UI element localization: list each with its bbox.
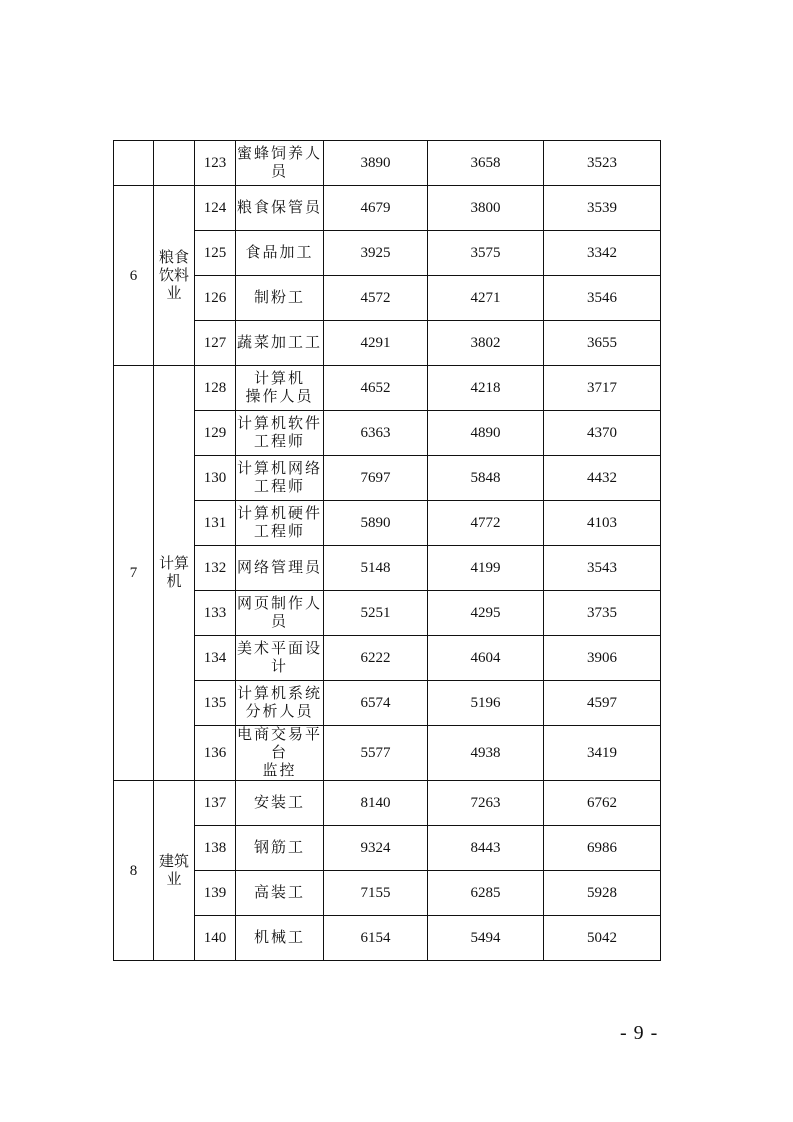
- wage-low: 3523: [544, 141, 661, 186]
- job-name: [236, 321, 324, 366]
- table-row: [114, 781, 661, 826]
- job-name: [236, 871, 324, 916]
- wage-low: 3342: [544, 231, 661, 276]
- wage-high: 6574: [324, 681, 428, 726]
- job-name-text: 蜜蜂饲养人员: [236, 146, 322, 180]
- job-name-text: 美术平面设计: [236, 641, 322, 675]
- group-category-label: 粮食饮料业: [159, 249, 190, 302]
- wage-high: 4572: [324, 276, 428, 321]
- wage-high: 7697: [324, 456, 428, 501]
- wage-high: 5890: [324, 501, 428, 546]
- table-row: [114, 871, 661, 916]
- table-row: [114, 826, 661, 871]
- wage-mid: 3658: [428, 141, 544, 186]
- job-name-text: 制粉工: [253, 290, 305, 306]
- wage-mid: 5196: [428, 681, 544, 726]
- job-name-text: 计算机网络 工程师: [236, 461, 322, 495]
- wage-mid: 3802: [428, 321, 544, 366]
- wage-low: 3717: [544, 366, 661, 411]
- wage-high: 5148: [324, 546, 428, 591]
- job-code: 132: [195, 546, 236, 591]
- table-row: [114, 681, 661, 726]
- group-index: 7: [114, 366, 154, 781]
- group-category: [154, 186, 195, 366]
- table-row: [114, 411, 661, 456]
- table-row: [114, 916, 661, 961]
- job-name-text: 网络管理员: [236, 560, 322, 576]
- wage-table: [113, 140, 661, 961]
- job-code: 134: [195, 636, 236, 681]
- wage-low: 3655: [544, 321, 661, 366]
- wage-low: 5928: [544, 871, 661, 916]
- job-code: 124: [195, 186, 236, 231]
- wage-high: 5577: [324, 726, 428, 781]
- wage-high: 3925: [324, 231, 428, 276]
- table-row: [114, 276, 661, 321]
- job-name-text: 高装工: [253, 885, 305, 901]
- wage-mid: 4772: [428, 501, 544, 546]
- job-name: [236, 411, 324, 456]
- wage-low: 4597: [544, 681, 661, 726]
- job-name-text: 计算机 操作人员: [245, 371, 314, 405]
- table-row: [114, 456, 661, 501]
- job-code: 129: [195, 411, 236, 456]
- wage-high: 3890: [324, 141, 428, 186]
- table-row: [114, 636, 661, 681]
- wage-mid: 4295: [428, 591, 544, 636]
- job-name: [236, 781, 324, 826]
- wage-high: 4679: [324, 186, 428, 231]
- group-index: [114, 141, 154, 186]
- job-name: [236, 366, 324, 411]
- job-code: 133: [195, 591, 236, 636]
- wage-mid: 4218: [428, 366, 544, 411]
- wage-mid: 7263: [428, 781, 544, 826]
- job-name: [236, 276, 324, 321]
- table-row: [114, 321, 661, 366]
- job-name-text: 食品加工: [245, 245, 314, 261]
- table-row: [114, 591, 661, 636]
- job-name: [236, 826, 324, 871]
- wage-low: 4103: [544, 501, 661, 546]
- wage-mid: 8443: [428, 826, 544, 871]
- job-code: 140: [195, 916, 236, 961]
- group-category-label: 建筑业: [159, 853, 190, 888]
- wage-high: 6363: [324, 411, 428, 456]
- wage-high: 8140: [324, 781, 428, 826]
- job-name-text: 计算机软件 工程师: [236, 416, 322, 450]
- wage-mid: 4271: [428, 276, 544, 321]
- wage-mid: 6285: [428, 871, 544, 916]
- table-row: [114, 231, 661, 276]
- job-code: 139: [195, 871, 236, 916]
- table-row: [114, 726, 661, 781]
- table-row: [114, 186, 661, 231]
- wage-low: 3419: [544, 726, 661, 781]
- job-name: [236, 916, 324, 961]
- table-row: [114, 141, 661, 186]
- job-code: 135: [195, 681, 236, 726]
- wage-mid: 5494: [428, 916, 544, 961]
- wage-low: 3539: [544, 186, 661, 231]
- group-category: [154, 366, 195, 781]
- job-code: 126: [195, 276, 236, 321]
- wage-low: 6986: [544, 826, 661, 871]
- job-name-text: 钢筋工: [253, 840, 305, 856]
- job-code: 138: [195, 826, 236, 871]
- job-name-text: 电商交易平台 监控: [236, 727, 322, 779]
- wage-mid: 4604: [428, 636, 544, 681]
- group-category: [154, 781, 195, 961]
- group-index: 8: [114, 781, 154, 961]
- wage-mid: 3575: [428, 231, 544, 276]
- job-name-text: 安装工: [253, 795, 305, 811]
- wage-low: 3546: [544, 276, 661, 321]
- job-name-text: 蔬菜加工工: [236, 335, 322, 351]
- job-code: 137: [195, 781, 236, 826]
- wage-mid: 5848: [428, 456, 544, 501]
- table-row: [114, 366, 661, 411]
- job-name: [236, 456, 324, 501]
- wage-low: 3906: [544, 636, 661, 681]
- wage-mid: 4199: [428, 546, 544, 591]
- wage-high: 6154: [324, 916, 428, 961]
- job-name-text: 网页制作人员: [236, 596, 322, 630]
- wage-low: 4432: [544, 456, 661, 501]
- job-code: 130: [195, 456, 236, 501]
- wage-high: 5251: [324, 591, 428, 636]
- job-name: [236, 501, 324, 546]
- job-name-text: 计算机系统 分析人员: [236, 686, 322, 720]
- wage-mid: 4890: [428, 411, 544, 456]
- job-code: 136: [195, 726, 236, 781]
- job-code: 123: [195, 141, 236, 186]
- job-code: 128: [195, 366, 236, 411]
- wage-low: 4370: [544, 411, 661, 456]
- wage-high: 6222: [324, 636, 428, 681]
- wage-low: 3543: [544, 546, 661, 591]
- job-name: [236, 186, 324, 231]
- job-name: [236, 546, 324, 591]
- job-name: [236, 636, 324, 681]
- job-name-text: 计算机硬件 工程师: [236, 506, 322, 540]
- job-name: [236, 141, 324, 186]
- wage-high: 9324: [324, 826, 428, 871]
- wage-high: 4652: [324, 366, 428, 411]
- group-category-label: 计算机: [159, 556, 190, 590]
- group-category: [154, 141, 195, 186]
- job-code: 125: [195, 231, 236, 276]
- wage-mid: 4938: [428, 726, 544, 781]
- job-name: [236, 231, 324, 276]
- table-row: [114, 546, 661, 591]
- wage-high: 4291: [324, 321, 428, 366]
- job-name: [236, 726, 324, 781]
- wage-low: 3735: [544, 591, 661, 636]
- job-name-text: 粮食保管员: [236, 200, 322, 216]
- wage-low: 6762: [544, 781, 661, 826]
- job-code: 127: [195, 321, 236, 366]
- wage-high: 7155: [324, 871, 428, 916]
- job-name-text: 机械工: [253, 930, 305, 946]
- table-row: [114, 501, 661, 546]
- wage-low: 5042: [544, 916, 661, 961]
- job-name: [236, 591, 324, 636]
- group-index: 6: [114, 186, 154, 366]
- job-name: [236, 681, 324, 726]
- wage-table-body: [114, 141, 661, 961]
- page-number: - 9 -: [620, 1022, 659, 1044]
- job-code: 131: [195, 501, 236, 546]
- wage-mid: 3800: [428, 186, 544, 231]
